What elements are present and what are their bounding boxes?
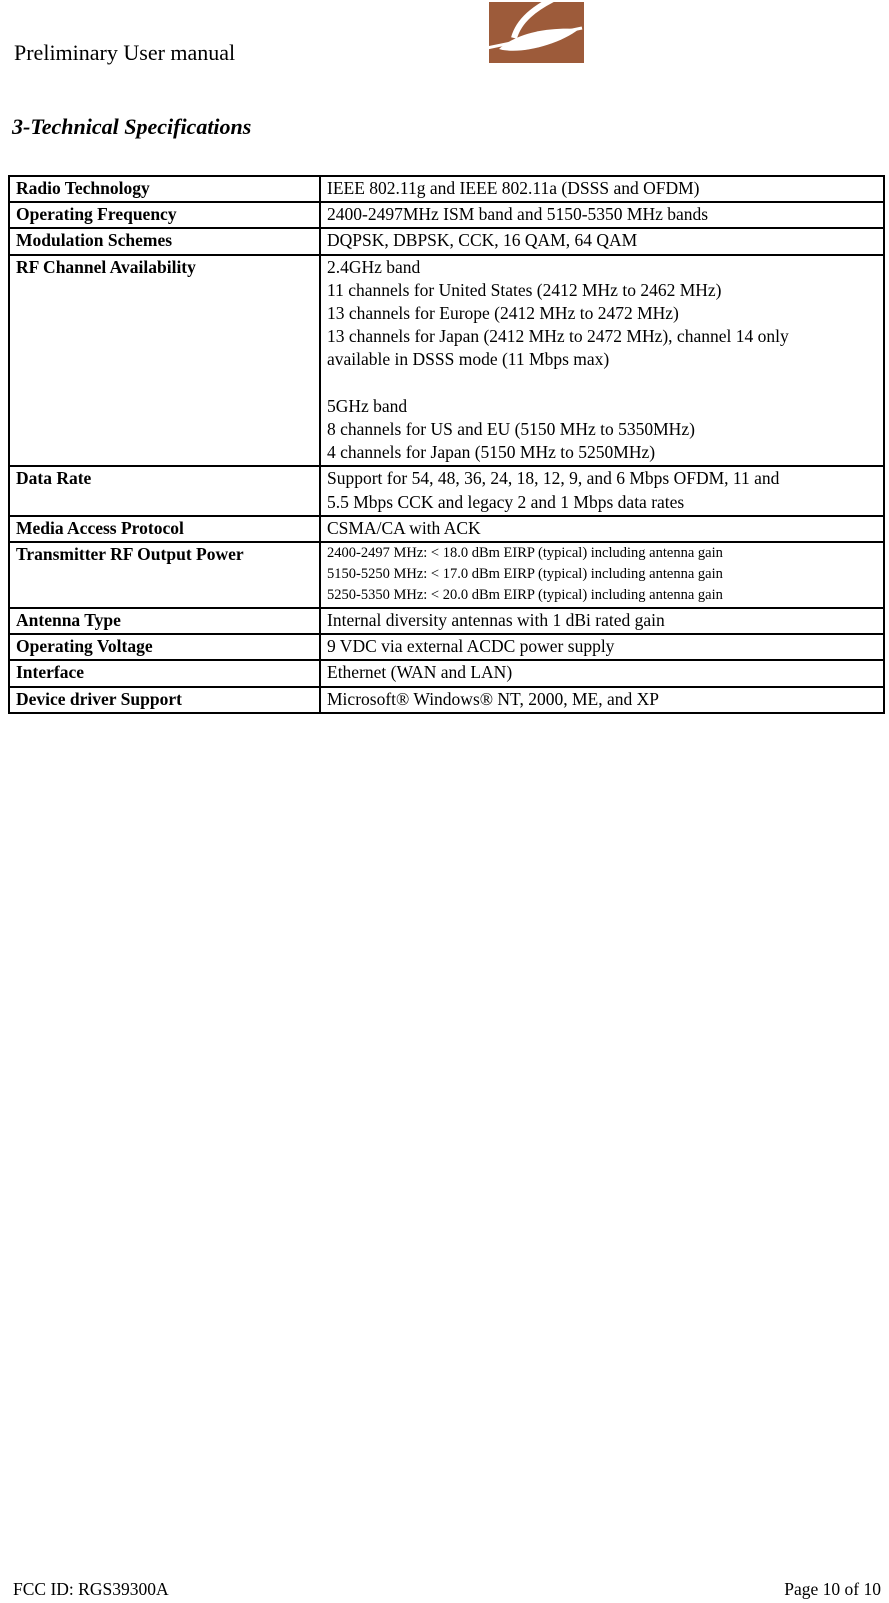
spec-value-line: Support for 54, 48, 36, 24, 18, 12, 9, and 6 Mbps OFDM, 11 and (327, 468, 780, 489)
spec-value-cell (320, 542, 884, 608)
spec-value-line: 2400-2497 MHz: < 18.0 dBm EIRP (typical) including antenna gain (327, 545, 723, 562)
spec-value-line (327, 372, 877, 395)
page-title: 3-Technical Specifications (12, 114, 252, 139)
spec-value-line: 5250-5350 MHz: < 20.0 dBm EIRP (typical) including antenna gain (327, 587, 723, 604)
spec-label-cell: Operating Voltage (9, 634, 320, 660)
spec-label-cell: Operating Frequency (9, 202, 320, 228)
table-row (9, 176, 884, 202)
spec-value-cell (320, 255, 884, 467)
spec-value-line: 2400-2497MHz ISM band and 5150-5350 MHz bands (327, 204, 709, 225)
spec-value-line: available in DSSS mode (11 Mbps max) (327, 349, 610, 370)
spec-value-line: 5GHz band (327, 395, 408, 416)
spec-value-line: 8 channels for US and EU (5150 MHz to 5350MHz) (327, 419, 695, 440)
spec-value-line: 5.5 Mbps CCK and legacy 2 and 1 Mbps data rates (327, 491, 685, 512)
spec-value-line: 5150-5250 MHz: < 17.0 dBm EIRP (typical) including antenna gain (327, 566, 723, 583)
spec-table-body (9, 176, 884, 713)
spec-label-cell: RF Channel Availability (9, 255, 320, 467)
brand-mark-icon (489, 2, 584, 63)
spec-value-cell (320, 687, 884, 713)
table-row (9, 608, 884, 634)
table-row (9, 687, 884, 713)
table-row (9, 255, 884, 467)
spec-label-cell: Radio Technology (9, 176, 320, 202)
spec-label-cell: Transmitter RF Output Power (9, 542, 320, 608)
spec-value-cell (320, 516, 884, 542)
table-row (9, 228, 884, 254)
table-row (9, 202, 884, 228)
spec-value-cell (320, 608, 884, 634)
spec-value-line: DQPSK, DBPSK, CCK, 16 QAM, 64 QAM (327, 230, 638, 251)
header-doc-label: Preliminary User manual (14, 40, 236, 65)
spec-value-cell (320, 228, 884, 254)
spec-table (8, 175, 885, 714)
table-row (9, 516, 884, 542)
spec-value-line: IEEE 802.11g and IEEE 802.11a (DSSS and OFDM) (327, 178, 700, 198)
spec-label-cell: Modulation Schemes (9, 228, 320, 254)
spec-value-cell (320, 660, 884, 686)
spec-value-cell (320, 634, 884, 660)
brand-wordmark: GlobespanVirata (596, 11, 849, 53)
spec-value-line: 13 channels for Japan (2412 MHz to 2472 MHz), channel 14 only (327, 326, 789, 347)
table-row (9, 634, 884, 660)
spec-value-line: Microsoft® Windows® NT, 2000, ME, and XP (327, 688, 659, 709)
table-row (9, 466, 884, 515)
table-row (9, 542, 884, 608)
spec-value-line: Ethernet (WAN and LAN) (327, 662, 513, 683)
brand-logo (489, 2, 858, 63)
footer-fcc-id: FCC ID: RGS39300A (13, 1579, 169, 1599)
spec-label-cell: Antenna Type (9, 608, 320, 634)
spec-label-cell: Data Rate (9, 466, 320, 515)
spec-label-cell: Media Access Protocol (9, 516, 320, 542)
spec-value-cell (320, 202, 884, 228)
spec-value-line: 13 channels for Europe (2412 MHz to 2472 MHz) (327, 303, 679, 324)
spec-value-line: 4 channels for Japan (5150 MHz to 5250MHz) (327, 442, 656, 463)
spec-label-cell: Interface (9, 660, 320, 686)
spec-value-cell (320, 176, 884, 202)
page-footer (13, 1579, 881, 1600)
footer-page-number: Page 10 of 10 (784, 1579, 881, 1599)
spec-value-line: 9 VDC via external ACDC power supply (327, 636, 615, 657)
spec-value-line: CSMA/CA with ACK (327, 517, 481, 538)
spec-label-cell: Device driver Support (9, 687, 320, 713)
table-row (9, 660, 884, 686)
spec-value-line: 11 channels for United States (2412 MHz to 2462 MHz) (327, 279, 722, 300)
spec-value-cell (320, 466, 884, 515)
spec-value-line: 2.4GHz band (327, 256, 421, 277)
spec-value-line: Internal diversity antennas with 1 dBi rated gain (327, 610, 665, 631)
